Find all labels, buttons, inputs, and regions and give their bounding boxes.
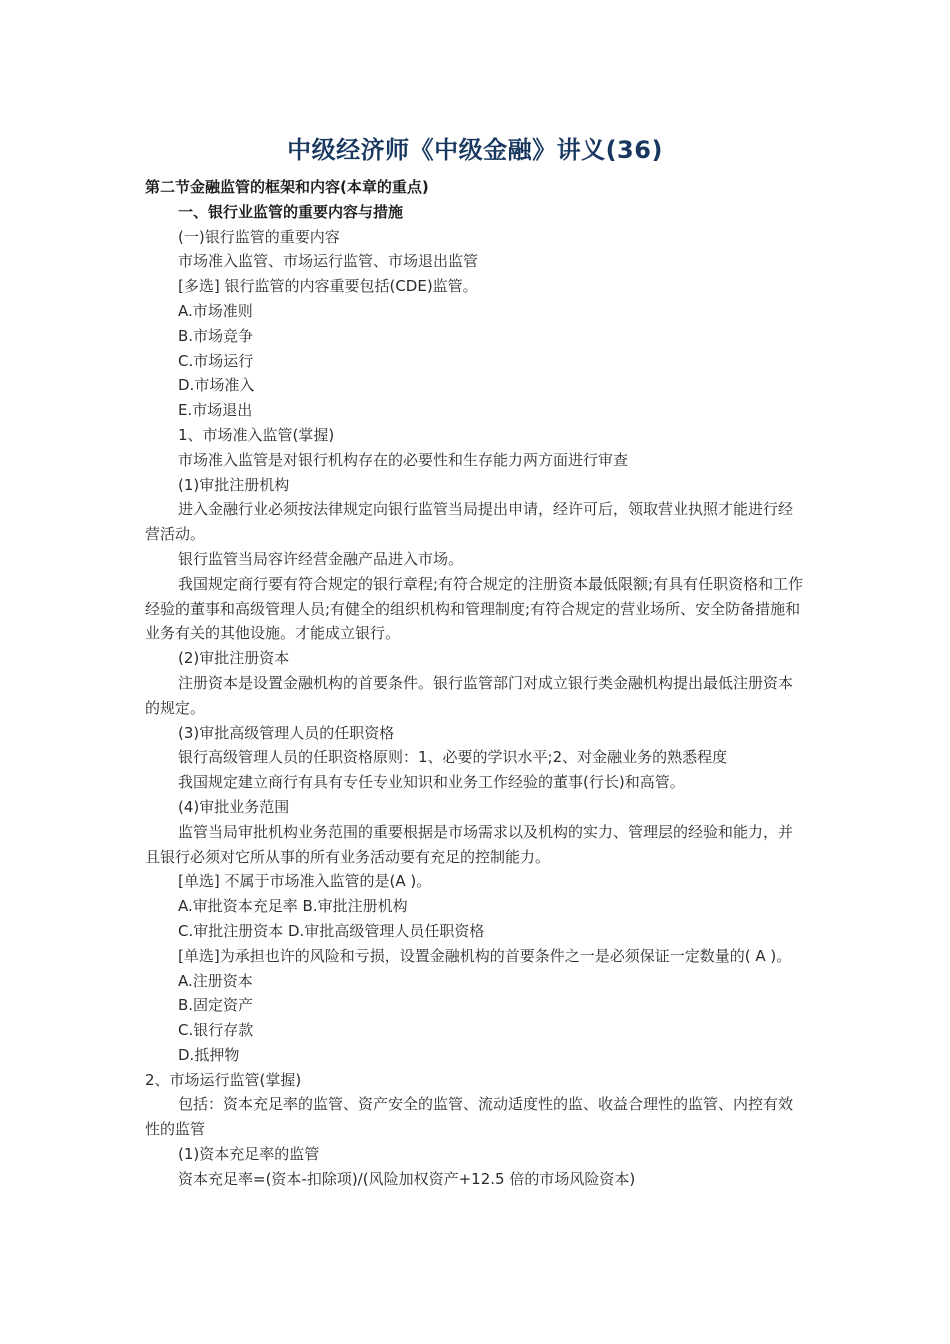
paragraph: 银行高级管理人员的任职资格原则：1、必要的学识水平;2、对金融业务的熟悉程度: [178, 748, 728, 767]
paragraph: A.审批资本充足率 B.审批注册机构: [178, 897, 408, 916]
paragraph: C.银行存款: [178, 1021, 254, 1040]
paragraph: D.抵押物: [178, 1045, 240, 1064]
paragraph: C.审批注册资本 D.审批高级管理人员任职资格: [178, 921, 485, 940]
paragraph: [单选]为承担也许的风险和亏损，设置金融机构的首要条件之一是必须保证一定数量的( A )。: [178, 946, 792, 965]
paragraph: B.市场竞争: [178, 326, 254, 345]
paragraph: B.固定资产: [178, 996, 254, 1015]
paragraph: (1)审批注册机构: [178, 475, 290, 494]
paragraph: 市场准入监管、市场运行监管、市场退出监管: [178, 252, 479, 271]
paragraph: 银行监管当局容许经营金融产品进入市场。: [178, 549, 464, 568]
paragraph: C.市场运行: [178, 351, 254, 370]
paragraph: A.市场准则: [178, 301, 253, 320]
paragraph: E.市场退出: [178, 401, 253, 420]
paragraph: (2)审批注册资本: [178, 649, 290, 668]
paragraph: 一、银行业监管的重要内容与措施: [178, 202, 404, 221]
paragraph: 包括：资本充足率的监管、资产安全的监管、流动适度性的监、收益合理性的监管、内控有效性的监管: [145, 1095, 794, 1139]
paragraph: (4)审批业务范围: [178, 797, 290, 816]
paragraph: 我国规定商行要有符合规定的银行章程;有符合规定的注册资本最低限额;有具有任职资格和工作经验的董事和高级管理人员;有健全的组织机构和管理制度;有符合规定的营业场所、安全防备措施和业务有关的其他设施。才能成立银行。: [145, 574, 804, 643]
paragraph: (3)审批高级管理人员的任职资格: [178, 723, 395, 742]
paragraph: 第二节金融监管的框架和内容(本章的重点): [145, 178, 429, 196]
document-title: 中级经济师《中级金融》讲义(36): [287, 136, 663, 164]
paragraph: 2、市场运行监管(掌握): [145, 1070, 302, 1089]
paragraph: 监管当局审批机构业务范围的重要根据是市场需求以及机构的实力、管理层的经验和能力，并且银行必须对它所从事的所有业务活动要有充足的控制能力。: [145, 822, 794, 866]
document-body: [145, 175, 805, 1192]
paragraph: [多选] 银行监管的内容重要包括(CDE)监管。: [178, 277, 478, 296]
paragraph: 注册资本是设置金融机构的首要条件。银行监管部门对成立银行类金融机构提出最低注册资本的规定。: [145, 673, 794, 717]
paragraph: 1、市场准入监管(掌握): [178, 425, 335, 444]
paragraph: A.注册资本: [178, 971, 253, 990]
paragraph: D.市场准入: [178, 376, 255, 395]
paragraph: (1)资本充足率的监管: [178, 1145, 320, 1164]
paragraph: (一)银行监管的重要内容: [178, 227, 340, 246]
paragraph: 我国规定建立商行有具有专任专业知识和业务工作经验的董事(行长)和高管。: [178, 773, 685, 792]
paragraph: 市场准入监管是对银行机构存在的必要性和生存能力两方面进行审查: [178, 450, 629, 469]
paragraph: 进入金融行业必须按法律规定向银行监管当局提出申请，经许可后，领取营业执照才能进行经营活动。: [145, 500, 794, 544]
paragraph: 资本充足率=(资本-扣除项)/(风险加权资产+12.5 倍的市场风险资本): [178, 1169, 636, 1188]
paragraph: [单选] 不属于市场准入监管的是(A )。: [178, 872, 432, 891]
